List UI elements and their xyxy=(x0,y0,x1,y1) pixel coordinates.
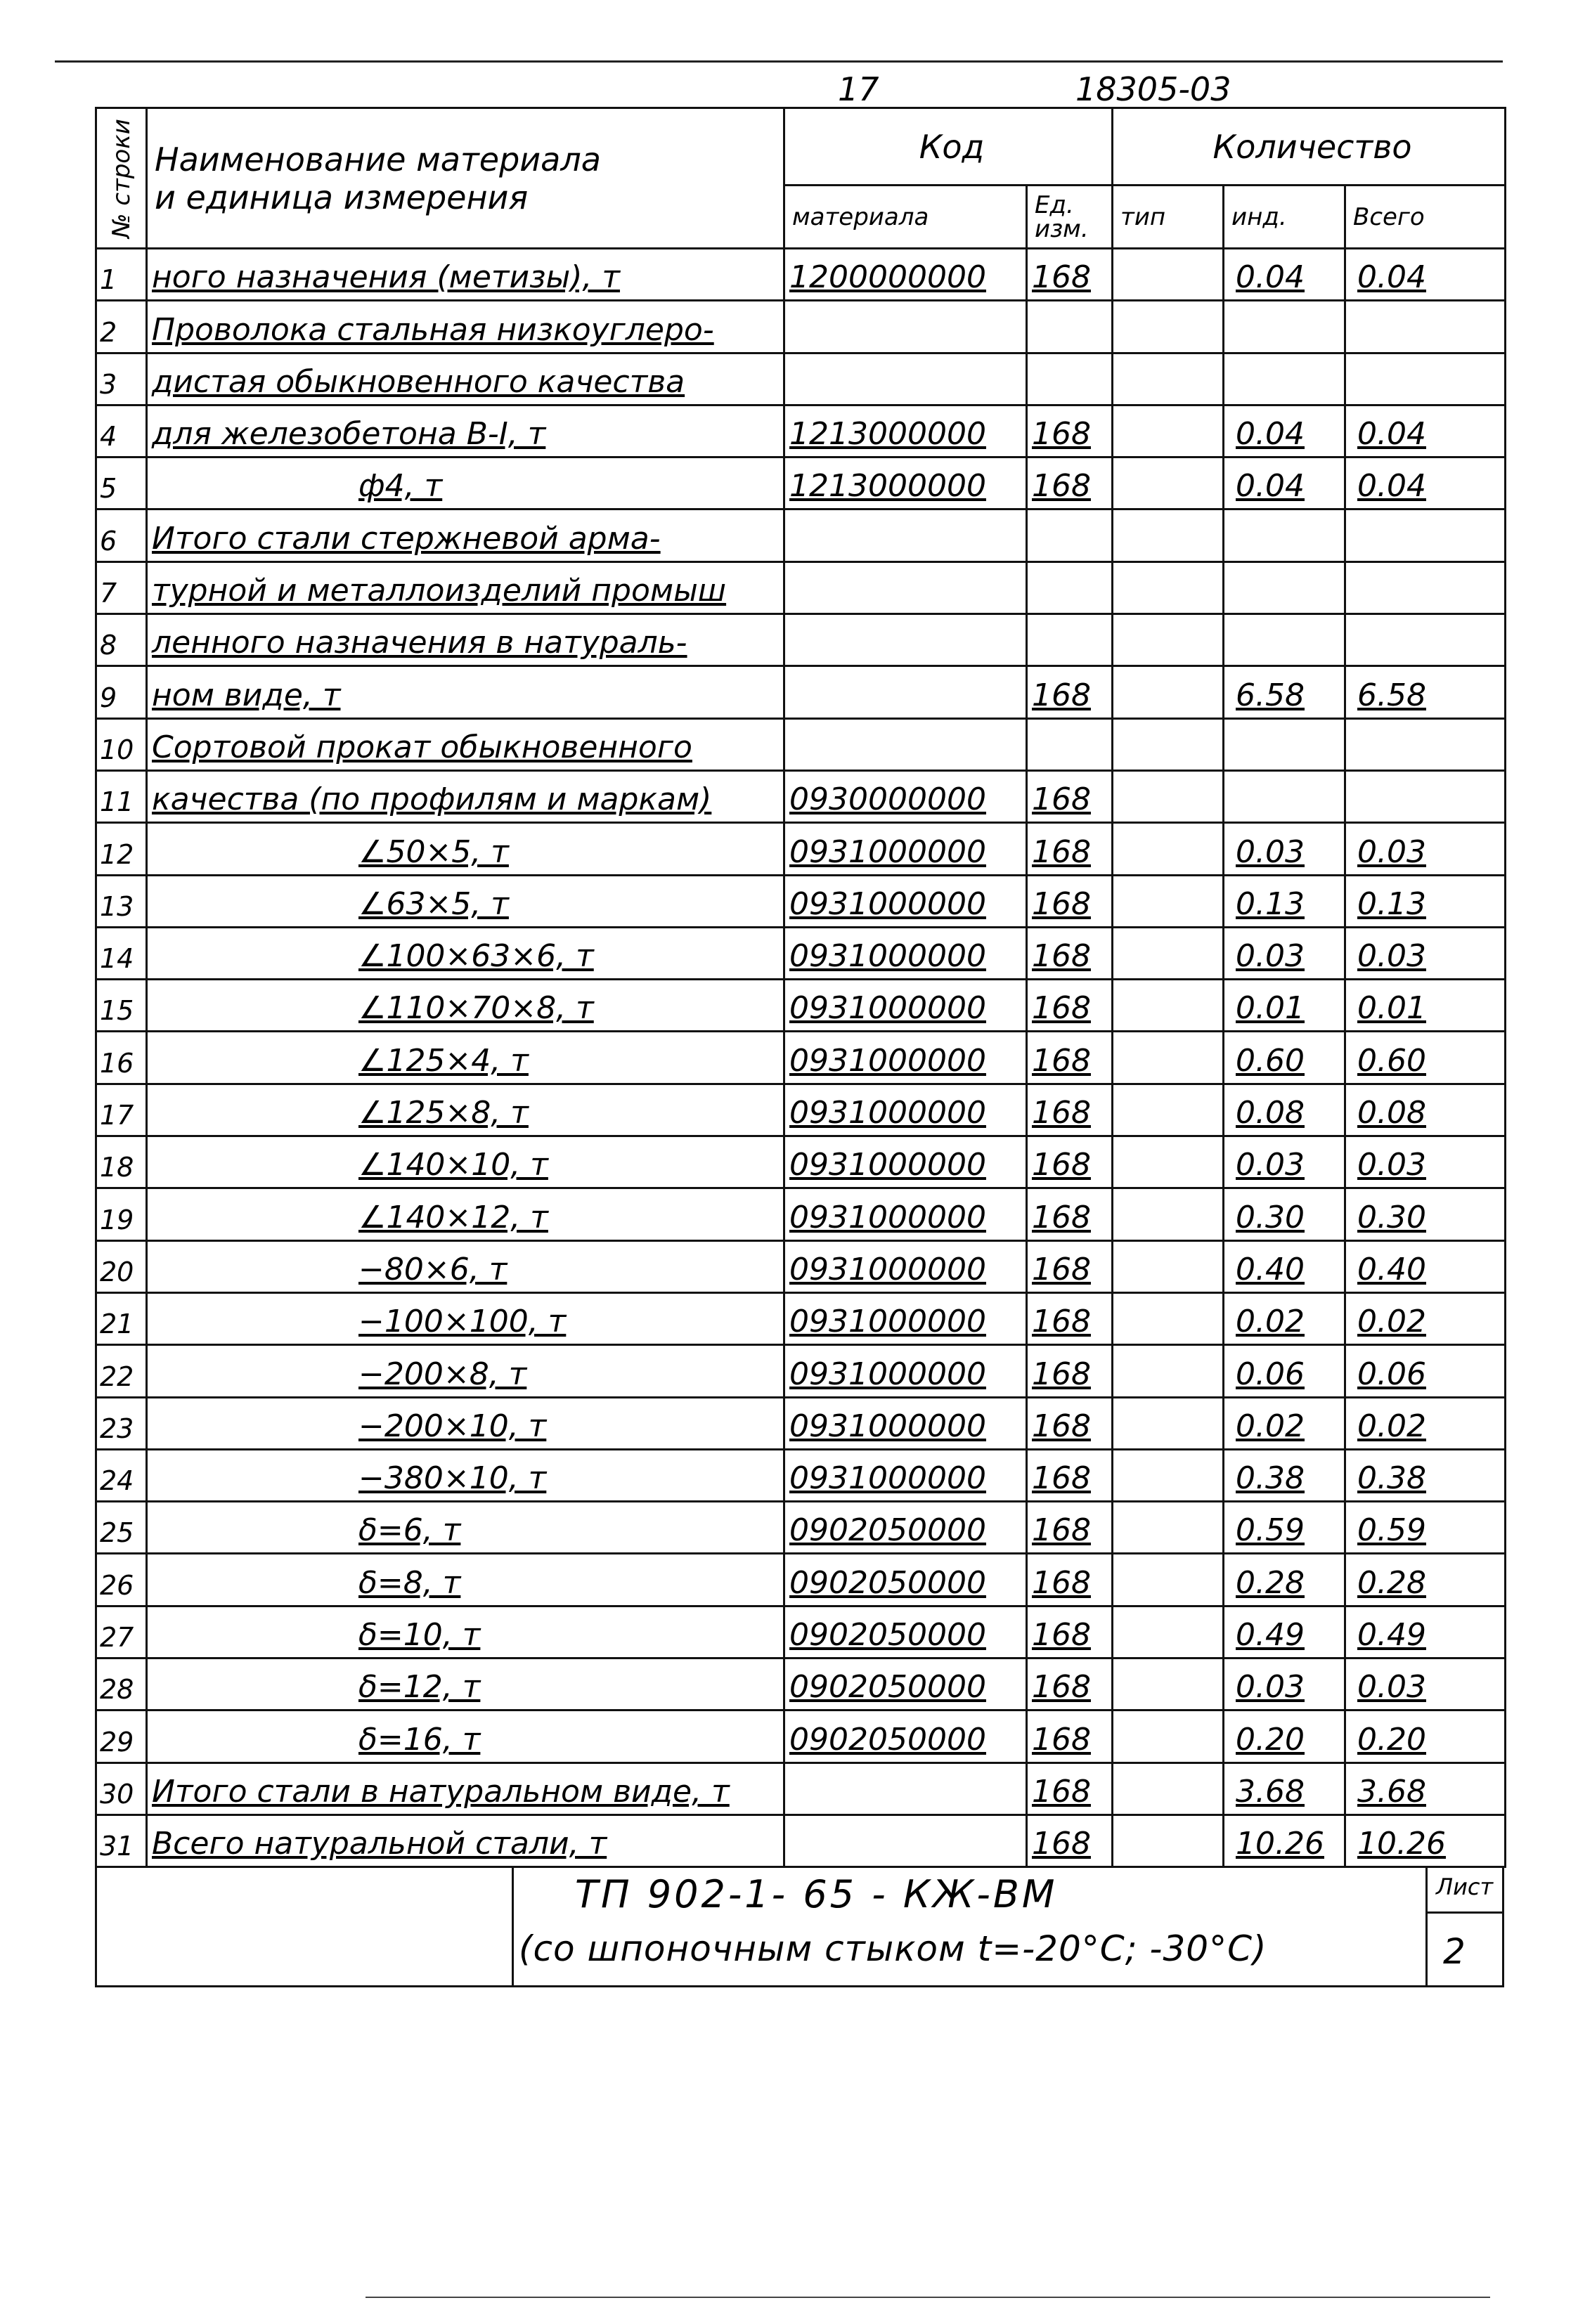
table-row xyxy=(96,614,1506,666)
qty-type xyxy=(1113,927,1224,979)
table-row xyxy=(96,457,1506,509)
table-row xyxy=(96,1240,1506,1292)
material-code: 0902050000 xyxy=(784,1658,1027,1710)
qty-total xyxy=(1345,301,1506,353)
header-row-number: № строки xyxy=(96,108,147,249)
qty-total: 0.01 xyxy=(1345,980,1506,1032)
qty-type xyxy=(1113,1763,1224,1815)
unit-code: 168 xyxy=(1027,1658,1113,1710)
header-quantity: Количество xyxy=(1113,108,1506,186)
table-row xyxy=(96,980,1506,1032)
header-code: Код xyxy=(784,108,1113,186)
qty-ind: 0.59 xyxy=(1224,1502,1345,1554)
qty-type xyxy=(1113,1032,1224,1084)
qty-type xyxy=(1113,980,1224,1032)
material-code: 0931000000 xyxy=(784,1032,1027,1084)
qty-type xyxy=(1113,666,1224,718)
row-number: 16 xyxy=(96,1032,147,1084)
qty-type xyxy=(1113,1188,1224,1240)
material-code: 0902050000 xyxy=(784,1710,1027,1763)
material-name: качества (по профилям и маркам) xyxy=(147,770,784,822)
material-code xyxy=(784,301,1027,353)
table-row xyxy=(96,666,1506,718)
table-row xyxy=(96,1292,1506,1344)
material-code: 0931000000 xyxy=(784,1240,1027,1292)
material-code: 0931000000 xyxy=(784,980,1027,1032)
unit-code: 168 xyxy=(1027,770,1113,822)
qty-ind xyxy=(1224,509,1345,561)
sheet-label: Лист xyxy=(1436,1874,1494,1900)
material-code: 0931000000 xyxy=(784,823,1027,875)
qty-total: 0.03 xyxy=(1345,1658,1506,1710)
row-number: 15 xyxy=(96,980,147,1032)
table-row xyxy=(96,1815,1506,1867)
material-name: Проволока стальная низкоуглеро- xyxy=(147,301,784,353)
material-name: ленного назначения в натураль- xyxy=(147,614,784,666)
unit-code: 168 xyxy=(1027,1240,1113,1292)
material-code: 0931000000 xyxy=(784,1292,1027,1344)
qty-ind: 0.38 xyxy=(1224,1449,1345,1501)
row-number: 1 xyxy=(96,249,147,301)
unit-code: 168 xyxy=(1027,1554,1113,1606)
qty-total: 0.06 xyxy=(1345,1345,1506,1397)
table-row xyxy=(96,301,1506,353)
qty-total: 0.30 xyxy=(1345,1188,1506,1240)
qty-type xyxy=(1113,405,1224,457)
table-row xyxy=(96,1606,1506,1658)
qty-type xyxy=(1113,1136,1224,1188)
qty-total: 0.03 xyxy=(1345,823,1506,875)
material-code: 1213000000 xyxy=(784,405,1027,457)
header-qty-type: тип xyxy=(1113,186,1224,249)
qty-type xyxy=(1113,1502,1224,1554)
row-number: 14 xyxy=(96,927,147,979)
materials-table xyxy=(95,107,1506,1868)
qty-type xyxy=(1113,823,1224,875)
material-name: −200×8, т xyxy=(147,1345,784,1397)
table-row xyxy=(96,1763,1506,1815)
row-number: 6 xyxy=(96,509,147,561)
top-border-line xyxy=(55,60,1503,63)
material-name: Сортовой прокат обыкновенного xyxy=(147,718,784,770)
material-name: Итого стали стержневой арма- xyxy=(147,509,784,561)
material-code: 1200000000 xyxy=(784,249,1027,301)
row-number: 4 xyxy=(96,405,147,457)
unit-code: 168 xyxy=(1027,1502,1113,1554)
qty-total: 0.59 xyxy=(1345,1502,1506,1554)
row-number: 25 xyxy=(96,1502,147,1554)
material-code xyxy=(784,718,1027,770)
qty-type xyxy=(1113,1292,1224,1344)
table-row xyxy=(96,718,1506,770)
unit-code: 168 xyxy=(1027,1032,1113,1084)
qty-ind: 0.02 xyxy=(1224,1292,1345,1344)
qty-ind xyxy=(1224,614,1345,666)
unit-code: 168 xyxy=(1027,823,1113,875)
table-row xyxy=(96,1136,1506,1188)
material-code: 0931000000 xyxy=(784,1397,1027,1449)
unit-code: 168 xyxy=(1027,980,1113,1032)
qty-ind: 10.26 xyxy=(1224,1815,1345,1867)
qty-ind xyxy=(1224,770,1345,822)
qty-ind: 0.02 xyxy=(1224,1397,1345,1449)
material-name: −200×10, т xyxy=(147,1397,784,1449)
qty-ind: 0.20 xyxy=(1224,1710,1345,1763)
qty-ind xyxy=(1224,561,1345,614)
row-number: 30 xyxy=(96,1763,147,1815)
material-name: ∠50×5, т xyxy=(147,823,784,875)
unit-code: 168 xyxy=(1027,1815,1113,1867)
unit-code xyxy=(1027,718,1113,770)
qty-ind: 0.03 xyxy=(1224,823,1345,875)
qty-total xyxy=(1345,353,1506,405)
qty-type xyxy=(1113,1554,1224,1606)
qty-type xyxy=(1113,1658,1224,1710)
bottom-border-line xyxy=(366,2297,1490,2298)
qty-ind: 0.08 xyxy=(1224,1084,1345,1136)
material-code: 0902050000 xyxy=(784,1502,1027,1554)
table-row xyxy=(96,1188,1506,1240)
material-name: Итого стали в натуральном виде, т xyxy=(147,1763,784,1815)
table-row xyxy=(96,927,1506,979)
qty-type xyxy=(1113,561,1224,614)
material-code: 0931000000 xyxy=(784,1449,1027,1501)
table-row xyxy=(96,1084,1506,1136)
material-code xyxy=(784,353,1027,405)
row-number: 10 xyxy=(96,718,147,770)
qty-total: 0.20 xyxy=(1345,1710,1506,1763)
unit-code: 168 xyxy=(1027,1136,1113,1188)
row-number: 5 xyxy=(96,457,147,509)
row-number: 2 xyxy=(96,301,147,353)
qty-ind: 0.60 xyxy=(1224,1032,1345,1084)
row-number: 17 xyxy=(96,1084,147,1136)
material-code: 0902050000 xyxy=(784,1554,1027,1606)
material-name: δ=6, т xyxy=(147,1502,784,1554)
qty-total: 0.28 xyxy=(1345,1554,1506,1606)
material-code: 0902050000 xyxy=(784,1606,1027,1658)
qty-ind: 0.13 xyxy=(1224,875,1345,927)
qty-total xyxy=(1345,509,1506,561)
qty-type xyxy=(1113,718,1224,770)
material-name: ном виде, т xyxy=(147,666,784,718)
qty-total: 0.04 xyxy=(1345,405,1506,457)
material-name: δ=8, т xyxy=(147,1554,784,1606)
sheet-box xyxy=(1425,1868,1502,1985)
table-row xyxy=(96,1032,1506,1084)
qty-total: 10.26 xyxy=(1345,1815,1506,1867)
material-code xyxy=(784,1815,1027,1867)
row-number: 26 xyxy=(96,1554,147,1606)
qty-total: 0.49 xyxy=(1345,1606,1506,1658)
qty-total: 0.40 xyxy=(1345,1240,1506,1292)
title-block xyxy=(95,1868,1504,1987)
qty-type xyxy=(1113,875,1224,927)
qty-type xyxy=(1113,614,1224,666)
sheet-no: 2 xyxy=(1443,1931,1466,1972)
unit-code: 168 xyxy=(1027,1292,1113,1344)
qty-ind: 0.03 xyxy=(1224,1658,1345,1710)
qty-total: 0.08 xyxy=(1345,1084,1506,1136)
qty-ind: 0.01 xyxy=(1224,980,1345,1032)
qty-total: 3.68 xyxy=(1345,1763,1506,1815)
qty-ind: 0.06 xyxy=(1224,1345,1345,1397)
material-name: −380×10, т xyxy=(147,1449,784,1501)
material-name: −80×6, т xyxy=(147,1240,784,1292)
qty-ind: 0.03 xyxy=(1224,1136,1345,1188)
unit-code xyxy=(1027,301,1113,353)
qty-type xyxy=(1113,1345,1224,1397)
material-code: 0930000000 xyxy=(784,770,1027,822)
row-number: 9 xyxy=(96,666,147,718)
qty-ind: 0.49 xyxy=(1224,1606,1345,1658)
material-name: Всего натуральной стали, т xyxy=(147,1815,784,1867)
qty-total: 0.38 xyxy=(1345,1449,1506,1501)
qty-total xyxy=(1345,718,1506,770)
table-row xyxy=(96,1502,1506,1554)
material-name: ∠110×70×8, т xyxy=(147,980,784,1032)
unit-code: 168 xyxy=(1027,927,1113,979)
qty-ind xyxy=(1224,353,1345,405)
table-row xyxy=(96,353,1506,405)
qty-type xyxy=(1113,1084,1224,1136)
qty-ind: 0.28 xyxy=(1224,1554,1345,1606)
table-row xyxy=(96,1658,1506,1710)
material-name: ∠125×8, т xyxy=(147,1084,784,1136)
material-name: ∠100×63×6, т xyxy=(147,927,784,979)
table-row xyxy=(96,509,1506,561)
unit-code: 168 xyxy=(1027,1345,1113,1397)
material-name: для железобетона В-I, т xyxy=(147,405,784,457)
qty-type xyxy=(1113,1240,1224,1292)
row-number: 11 xyxy=(96,770,147,822)
unit-code: 168 xyxy=(1027,1084,1113,1136)
material-code: 0931000000 xyxy=(784,1188,1027,1240)
qty-type xyxy=(1113,457,1224,509)
qty-ind: 0.03 xyxy=(1224,927,1345,979)
qty-type xyxy=(1113,353,1224,405)
row-number: 20 xyxy=(96,1240,147,1292)
qty-type xyxy=(1113,1397,1224,1449)
qty-ind: 0.30 xyxy=(1224,1188,1345,1240)
material-code: 0931000000 xyxy=(784,1136,1027,1188)
table-row xyxy=(96,405,1506,457)
qty-ind: 0.04 xyxy=(1224,405,1345,457)
material-name: δ=12, т xyxy=(147,1658,784,1710)
material-name: дистая обыкновенного качества xyxy=(147,353,784,405)
unit-code xyxy=(1027,561,1113,614)
material-code: 0931000000 xyxy=(784,1345,1027,1397)
unit-code: 168 xyxy=(1027,405,1113,457)
qty-ind: 0.04 xyxy=(1224,457,1345,509)
material-name: ф4, т xyxy=(147,457,784,509)
drawing-description: (со шпоночным стыком t=-20°С; -30°С) xyxy=(519,1928,1267,1969)
unit-code: 168 xyxy=(1027,1188,1113,1240)
row-number: 23 xyxy=(96,1397,147,1449)
material-name: ∠140×10, т xyxy=(147,1136,784,1188)
table-row xyxy=(96,249,1506,301)
row-number: 13 xyxy=(96,875,147,927)
unit-code: 168 xyxy=(1027,875,1113,927)
material-code: 0931000000 xyxy=(784,927,1027,979)
unit-code: 168 xyxy=(1027,1710,1113,1763)
material-name: ного назначения (метизы), т xyxy=(147,249,784,301)
table-row xyxy=(96,1345,1506,1397)
unit-code: 168 xyxy=(1027,666,1113,718)
qty-type xyxy=(1113,1606,1224,1658)
qty-ind xyxy=(1224,718,1345,770)
qty-total: 0.02 xyxy=(1345,1397,1506,1449)
qty-type xyxy=(1113,1449,1224,1501)
table-row xyxy=(96,561,1506,614)
material-name: δ=16, т xyxy=(147,1710,784,1763)
qty-ind: 0.40 xyxy=(1224,1240,1345,1292)
table-row xyxy=(96,875,1506,927)
qty-ind: 3.68 xyxy=(1224,1763,1345,1815)
qty-total: 0.04 xyxy=(1345,249,1506,301)
material-name: ∠125×4, т xyxy=(147,1032,784,1084)
unit-code: 168 xyxy=(1027,1606,1113,1658)
table-row xyxy=(96,1710,1506,1763)
header-material-name: Наименование материала и единица измерения xyxy=(147,108,784,249)
header-qty-ind: инд. xyxy=(1224,186,1345,249)
header-code-material: материала xyxy=(784,186,1027,249)
material-name: ∠140×12, т xyxy=(147,1188,784,1240)
table-row xyxy=(96,1449,1506,1501)
sheet-number: 17 xyxy=(838,70,879,108)
unit-code: 168 xyxy=(1027,249,1113,301)
table-row xyxy=(96,823,1506,875)
material-code: 1213000000 xyxy=(784,457,1027,509)
material-name: турной и металлоизделий промыш xyxy=(147,561,784,614)
header-qty-total: Всего xyxy=(1345,186,1506,249)
row-number: 12 xyxy=(96,823,147,875)
qty-total: 0.13 xyxy=(1345,875,1506,927)
qty-total: 0.02 xyxy=(1345,1292,1506,1344)
drawing-code: ТП 902-1- 65 - КЖ-ВМ xyxy=(575,1872,1058,1916)
qty-type xyxy=(1113,1710,1224,1763)
table-row xyxy=(96,770,1506,822)
qty-ind xyxy=(1224,301,1345,353)
qty-type xyxy=(1113,770,1224,822)
qty-type xyxy=(1113,301,1224,353)
material-code: 0931000000 xyxy=(784,1084,1027,1136)
qty-total: 0.03 xyxy=(1345,1136,1506,1188)
header-code-unit: Ед. изм. xyxy=(1027,186,1113,249)
row-number: 8 xyxy=(96,614,147,666)
qty-type xyxy=(1113,1815,1224,1867)
qty-type xyxy=(1113,249,1224,301)
material-code xyxy=(784,509,1027,561)
unit-code: 168 xyxy=(1027,1763,1113,1815)
row-number: 24 xyxy=(96,1449,147,1501)
unit-code xyxy=(1027,353,1113,405)
qty-total xyxy=(1345,770,1506,822)
qty-total: 6.58 xyxy=(1345,666,1506,718)
unit-code xyxy=(1027,614,1113,666)
row-number: 29 xyxy=(96,1710,147,1763)
row-number: 18 xyxy=(96,1136,147,1188)
material-code xyxy=(784,666,1027,718)
qty-total xyxy=(1345,614,1506,666)
qty-ind: 6.58 xyxy=(1224,666,1345,718)
material-code xyxy=(784,614,1027,666)
row-number: 22 xyxy=(96,1345,147,1397)
unit-code: 168 xyxy=(1027,1449,1113,1501)
material-name: −100×100, т xyxy=(147,1292,784,1344)
table-row xyxy=(96,1554,1506,1606)
row-number: 21 xyxy=(96,1292,147,1344)
row-number: 7 xyxy=(96,561,147,614)
material-name: δ=10, т xyxy=(147,1606,784,1658)
row-number: 28 xyxy=(96,1658,147,1710)
qty-type xyxy=(1113,509,1224,561)
row-number: 19 xyxy=(96,1188,147,1240)
material-code xyxy=(784,1763,1027,1815)
material-name: ∠63×5, т xyxy=(147,875,784,927)
row-number: 31 xyxy=(96,1815,147,1867)
qty-total: 0.60 xyxy=(1345,1032,1506,1084)
document-number: 18305-03 xyxy=(1075,70,1231,108)
qty-total: 0.04 xyxy=(1345,457,1506,509)
table-row xyxy=(96,1397,1506,1449)
unit-code xyxy=(1027,509,1113,561)
qty-ind: 0.04 xyxy=(1224,249,1345,301)
row-number: 3 xyxy=(96,353,147,405)
qty-total: 0.03 xyxy=(1345,927,1506,979)
unit-code: 168 xyxy=(1027,1397,1113,1449)
row-number: 27 xyxy=(96,1606,147,1658)
material-code xyxy=(784,561,1027,614)
unit-code: 168 xyxy=(1027,457,1113,509)
material-code: 0931000000 xyxy=(784,875,1027,927)
qty-total xyxy=(1345,561,1506,614)
